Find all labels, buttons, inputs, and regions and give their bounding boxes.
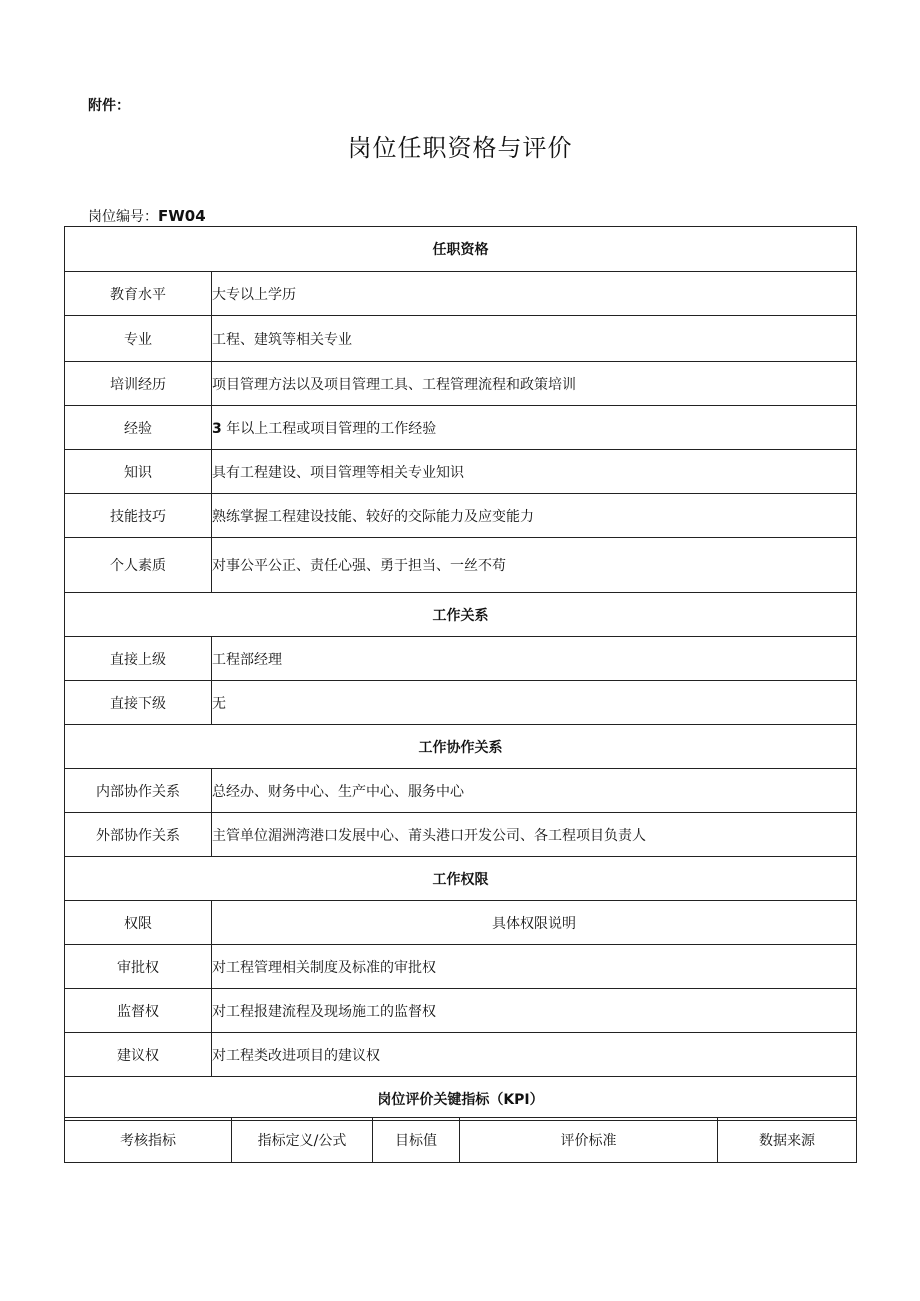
row-value-education: 大专以上学历	[212, 272, 857, 316]
post-code	[88, 206, 206, 226]
row-value-supervision: 对工程报建流程及现场施工的监督权	[212, 989, 857, 1033]
attachment-label: 附件：	[88, 98, 130, 114]
row-label-direct-subordinate: 直接下级	[65, 681, 212, 725]
row-label-skills: 技能技巧	[65, 494, 212, 538]
row-label-internal-cooperation: 内部协作关系	[65, 769, 212, 813]
row-value-suggestion: 对工程类改进项目的建议权	[212, 1033, 857, 1077]
row-value-experience	[212, 406, 857, 450]
row-label-direct-superior: 直接上级	[65, 637, 212, 681]
row-value-direct-subordinate: 无	[212, 681, 857, 725]
kpi-column-indicator: 考核指标	[65, 1118, 232, 1163]
authority-header-value: 具体权限说明	[212, 901, 857, 945]
row-label-personal-quality: 个人素质	[65, 538, 212, 593]
kpi-column-source: 数据来源	[718, 1118, 857, 1163]
experience-years: 3	[212, 420, 222, 437]
row-label-approval: 审批权	[65, 945, 212, 989]
section-heading-authority: 工作权限	[65, 857, 857, 901]
authority-header-label: 权限	[65, 901, 212, 945]
section-heading-work-relations: 工作关系	[65, 593, 857, 637]
qualification-table	[64, 226, 857, 1121]
row-label-education: 教育水平	[65, 272, 212, 316]
row-value-direct-superior: 工程部经理	[212, 637, 857, 681]
row-value-personal-quality: 对事公平公正、责任心强、勇于担当、一丝不苟	[212, 538, 857, 593]
row-value-major: 工程、建筑等相关专业	[212, 316, 857, 362]
row-label-experience: 经验	[65, 406, 212, 450]
kpi-column-target: 目标值	[373, 1118, 460, 1163]
row-value-training: 项目管理方法以及项目管理工具、工程管理流程和政策培训	[212, 362, 857, 406]
kpi-header-table	[64, 1117, 857, 1163]
row-label-external-cooperation: 外部协作关系	[65, 813, 212, 857]
kpi-column-standard: 评价标准	[460, 1118, 718, 1163]
post-code-value: FW04	[158, 207, 206, 225]
kpi-column-definition: 指标定义/公式	[232, 1118, 373, 1163]
page-title: 岗位任职资格与评价	[347, 134, 573, 162]
section-heading-kpi: 岗位评价关键指标（KPI）	[65, 1077, 857, 1121]
row-label-training: 培训经历	[65, 362, 212, 406]
row-label-major: 专业	[65, 316, 212, 362]
row-value-knowledge: 具有工程建设、项目管理等相关专业知识	[212, 450, 857, 494]
row-value-skills: 熟练掌握工程建设技能、较好的交际能力及应变能力	[212, 494, 857, 538]
row-value-approval: 对工程管理相关制度及标准的审批权	[212, 945, 857, 989]
row-label-knowledge: 知识	[65, 450, 212, 494]
row-value-internal-cooperation: 总经办、财务中心、生产中心、服务中心	[212, 769, 857, 813]
section-heading-qualifications: 任职资格	[65, 227, 857, 272]
section-heading-cooperation: 工作协作关系	[65, 725, 857, 769]
experience-text: 年以上工程或项目管理的工作经验	[221, 420, 437, 437]
row-value-external-cooperation: 主管单位湄洲湾港口发展中心、莆头港口开发公司、各工程项目负责人	[212, 813, 857, 857]
row-label-supervision: 监督权	[65, 989, 212, 1033]
row-label-suggestion: 建议权	[65, 1033, 212, 1077]
post-code-label: 岗位编号：	[88, 209, 158, 225]
